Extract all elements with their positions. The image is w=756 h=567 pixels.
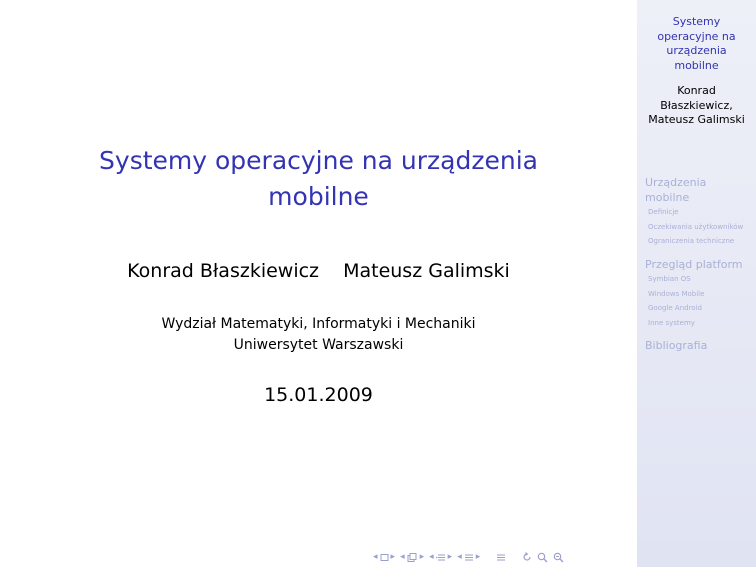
section-icon[interactable] [464,553,474,562]
nav-right-arrow-icon[interactable]: ▸ [390,552,396,562]
nav-left-arrow-icon[interactable]: ◂ [400,552,405,562]
zoom-lens-icon[interactable] [553,552,564,563]
toc-section-urzadzenia[interactable] [645,176,755,205]
toc-section-przeglad[interactable]: Przegląd platform [645,257,743,271]
toc-section-label: mobilne [645,190,690,204]
toc-section-label: Urządzenia [645,176,707,189]
sidebar-author-line: Konrad [677,84,716,97]
sidebar-authors [637,84,756,128]
align-toggle-icon[interactable] [496,553,506,562]
sidebar-author-line: Błaszkiewicz, [660,98,733,112]
sidebar-author-line: Mateusz Galimski [648,113,745,126]
toc-section-bibliografia[interactable]: Bibliografia [645,339,708,352]
author-name: Konrad Błaszkiewicz [127,260,320,282]
toc-subsection[interactable]: Ograniczenia techniczne [648,237,735,245]
toc-subsection[interactable]: Windows Mobile [648,289,705,298]
sidebar-title-line: mobilne [674,58,719,72]
undo-curl-icon[interactable] [522,552,532,562]
title-line-1: Systemy operacyjne na urządzenia [99,146,538,175]
sidebar [637,0,756,567]
presentation-date: 15.01.2009 [264,384,373,406]
nav-right-arrow-icon[interactable]: ▸ [419,552,425,562]
nav-left-arrow-icon[interactable]: ◂ [373,552,378,562]
sidebar-title-line: urządzenia [666,44,727,57]
navigation-bar [373,551,564,563]
toc-subsection[interactable]: Oczekiwania użytkowników [648,222,744,231]
subsection-icon[interactable] [436,553,446,562]
slide-frame-icon[interactable] [380,553,389,562]
table-of-contents [645,176,755,354]
institute-line: Uniwersytet Warszawski [233,337,404,353]
toc-subsection[interactable]: Symbian OS [648,275,691,283]
sidebar-title[interactable] [637,15,756,73]
search-lens-icon[interactable] [537,552,548,563]
toc-subsection[interactable]: Definicje [648,208,679,216]
institute-line: Wydział Matematyki, Informatyki i Mechaniki [161,316,476,332]
nav-left-arrow-icon[interactable]: ◂ [457,552,462,562]
author-name: Mateusz Galimski [343,260,510,282]
slide-title [0,143,637,215]
nav-right-arrow-icon[interactable]: ▸ [447,552,453,562]
sidebar-title-line: operacyjne na [657,29,736,43]
title-line-2: mobilne [268,182,369,211]
nav-right-arrow-icon[interactable]: ▸ [475,552,481,562]
sidebar-title-line: Systemy [672,15,721,28]
toc-subsection[interactable]: Inne systemy [648,318,695,327]
institute [0,314,637,356]
frame-stack-icon[interactable] [407,552,418,563]
toc-subsection[interactable]: Google Android [648,304,702,312]
nav-left-arrow-icon[interactable]: ◂ [429,552,434,562]
authors [0,260,637,282]
